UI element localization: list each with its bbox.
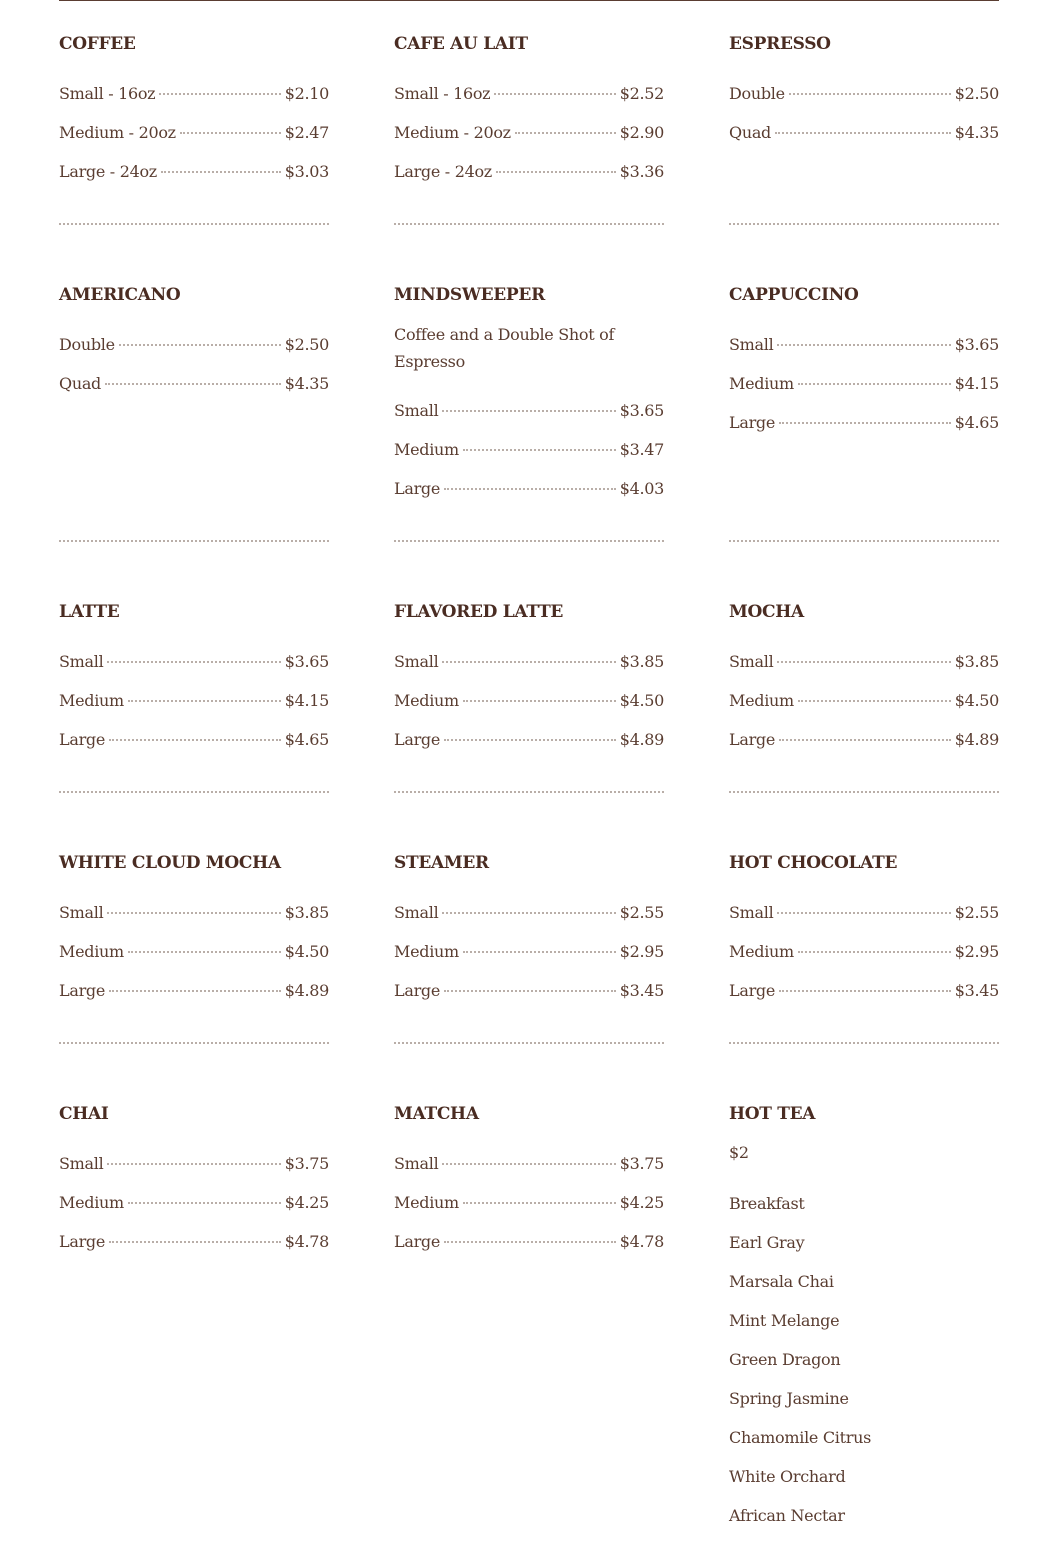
item-price: $3.85: [619, 652, 664, 671]
item-label: Large: [729, 413, 776, 432]
section-divider: [394, 1042, 664, 1044]
item-price: $4.65: [954, 413, 999, 432]
item-price: $3.65: [954, 335, 999, 354]
tea-item: White Orchard: [729, 1467, 846, 1486]
item-label: Small: [394, 401, 439, 420]
menu-item: [729, 691, 999, 715]
menu-item: [394, 1193, 664, 1217]
dot-leader: [159, 93, 280, 95]
item-label: Large: [59, 730, 106, 749]
menu-item: [394, 981, 664, 1005]
item-price: $2.95: [619, 942, 664, 961]
item-label: Medium: [394, 440, 459, 459]
menu-item: [729, 981, 999, 1005]
dot-leader: [107, 1163, 280, 1165]
item-price: $2.10: [284, 84, 329, 103]
section-divider: [729, 1042, 999, 1044]
dot-leader: [496, 171, 616, 173]
tea-item: Spring Jasmine: [729, 1389, 849, 1408]
menu-item: [59, 942, 329, 966]
dot-leader: [128, 951, 281, 953]
section-title: ESPRESSO: [729, 34, 831, 54]
menu-item: [394, 123, 664, 147]
dot-leader: [779, 422, 951, 424]
dot-leader: [777, 912, 950, 914]
section-divider: [59, 791, 329, 793]
dot-leader: [779, 739, 951, 741]
item-label: Small: [729, 335, 774, 354]
item-price: $3.45: [954, 981, 999, 1000]
menu-item: [394, 942, 664, 966]
tea-price: $2: [729, 1143, 749, 1162]
menu-item: [59, 691, 329, 715]
tea-item: Chamomile Citrus: [729, 1428, 872, 1447]
dot-leader: [463, 1202, 616, 1204]
dot-leader: [798, 951, 951, 953]
item-label: Small - 16oz: [394, 84, 491, 103]
menu-item: [394, 440, 664, 464]
tea-item: Mint Melange: [729, 1311, 840, 1330]
item-label: Medium: [59, 1193, 124, 1212]
dot-leader: [180, 132, 281, 134]
item-label: Large: [59, 1232, 106, 1251]
item-price: $2.52: [619, 84, 664, 103]
item-label: Small: [394, 652, 439, 671]
menu-item: [59, 374, 329, 398]
menu-item: [394, 1232, 664, 1256]
tea-item: Earl Gray: [729, 1233, 805, 1252]
item-label: Large: [394, 730, 441, 749]
top-rule: [59, 0, 999, 1]
dot-leader: [109, 990, 281, 992]
menu-item: [59, 162, 329, 186]
dot-leader: [109, 1241, 281, 1243]
item-price: $4.89: [619, 730, 664, 749]
item-label: Medium: [59, 691, 124, 710]
dot-leader: [463, 700, 616, 702]
item-price: $2.47: [284, 123, 329, 142]
menu-item: [394, 903, 664, 927]
item-label: Quad: [59, 374, 102, 393]
item-label: Quad: [729, 123, 772, 142]
menu-item: [59, 1154, 329, 1178]
item-price: $2.55: [619, 903, 664, 922]
section-title: LATTE: [59, 602, 120, 622]
dot-leader: [128, 700, 281, 702]
menu-item: [394, 691, 664, 715]
item-label: Double: [729, 84, 785, 103]
section-divider: [729, 540, 999, 542]
menu-item: [59, 730, 329, 754]
item-price: $3.03: [284, 162, 329, 181]
item-price: $2.95: [954, 942, 999, 961]
menu-item: [729, 335, 999, 359]
item-label: Large: [394, 1232, 441, 1251]
dot-leader: [444, 1241, 616, 1243]
item-label: Medium: [59, 942, 124, 961]
item-label: Medium - 20oz: [59, 123, 176, 142]
section-title: HOT TEA: [729, 1104, 816, 1124]
item-label: Small: [394, 903, 439, 922]
dot-leader: [777, 661, 950, 663]
item-label: Large: [394, 479, 441, 498]
item-price: $4.15: [284, 691, 329, 710]
menu-item: [729, 942, 999, 966]
item-label: Medium: [394, 1193, 459, 1212]
item-price: $4.25: [284, 1193, 329, 1212]
item-label: Large: [729, 981, 776, 1000]
item-label: Large: [59, 981, 106, 1000]
dot-leader: [128, 1202, 281, 1204]
item-label: Medium: [729, 691, 794, 710]
menu-item: [394, 84, 664, 108]
dot-leader: [779, 990, 951, 992]
item-price: $4.50: [954, 691, 999, 710]
item-price: $4.89: [954, 730, 999, 749]
dot-leader: [442, 410, 615, 412]
menu-item: [394, 162, 664, 186]
section-title: MINDSWEEPER: [394, 285, 545, 305]
menu-item: [59, 652, 329, 676]
item-price: $2.55: [954, 903, 999, 922]
dot-leader: [442, 912, 615, 914]
item-label: Medium: [729, 942, 794, 961]
item-price: $3.65: [284, 652, 329, 671]
menu-item: [394, 401, 664, 425]
item-price: $2.90: [619, 123, 664, 142]
item-label: Large - 24oz: [394, 162, 492, 181]
section-divider: [729, 791, 999, 793]
section-title: FLAVORED LATTE: [394, 602, 564, 622]
item-price: $4.35: [284, 374, 329, 393]
item-price: $4.78: [284, 1232, 329, 1251]
dot-leader: [798, 383, 951, 385]
tea-item: Green Dragon: [729, 1350, 841, 1369]
item-price: $4.03: [619, 479, 664, 498]
item-price: $2.50: [284, 335, 329, 354]
item-label: Small: [729, 903, 774, 922]
section-title: HOT CHOCOLATE: [729, 853, 898, 873]
item-price: $4.35: [954, 123, 999, 142]
item-label: Small: [59, 652, 104, 671]
dot-leader: [798, 700, 951, 702]
item-label: Medium: [729, 374, 794, 393]
item-price: $3.75: [619, 1154, 664, 1173]
item-price: $4.89: [284, 981, 329, 1000]
section-title: CHAI: [59, 1104, 109, 1124]
menu-item: [59, 1193, 329, 1217]
section-divider: [394, 223, 664, 225]
item-price: $2.50: [954, 84, 999, 103]
section-divider: [394, 791, 664, 793]
dot-leader: [161, 171, 281, 173]
menu-item: [59, 903, 329, 927]
dot-leader: [109, 739, 281, 741]
item-price: $3.85: [954, 652, 999, 671]
item-label: Medium: [394, 942, 459, 961]
item-price: $4.25: [619, 1193, 664, 1212]
dot-leader: [444, 488, 616, 490]
item-label: Small: [59, 903, 104, 922]
dot-leader: [789, 93, 951, 95]
item-price: $3.36: [619, 162, 664, 181]
dot-leader: [107, 912, 280, 914]
menu-item: [59, 84, 329, 108]
item-price: $3.65: [619, 401, 664, 420]
menu-item: [59, 123, 329, 147]
menu-item: [729, 84, 999, 108]
item-price: $3.45: [619, 981, 664, 1000]
section-divider: [59, 223, 329, 225]
dot-leader: [442, 661, 615, 663]
item-label: Small: [394, 1154, 439, 1173]
item-label: Large - 24oz: [59, 162, 157, 181]
item-label: Medium - 20oz: [394, 123, 511, 142]
item-price: $3.85: [284, 903, 329, 922]
dot-leader: [444, 739, 616, 741]
menu-item: [729, 413, 999, 437]
item-price: $4.50: [619, 691, 664, 710]
item-price: $4.78: [619, 1232, 664, 1251]
section-divider: [394, 540, 664, 542]
menu-item: [394, 652, 664, 676]
tea-item: Marsala Chai: [729, 1272, 834, 1291]
section-divider: [729, 223, 999, 225]
dot-leader: [494, 93, 615, 95]
item-description: Coffee and a Double Shot of Espresso: [394, 325, 615, 371]
item-price: $4.15: [954, 374, 999, 393]
menu-item: [59, 981, 329, 1005]
menu-item: [394, 479, 664, 503]
menu-item: [729, 374, 999, 398]
section-title: AMERICANO: [59, 285, 181, 305]
dot-leader: [107, 661, 280, 663]
item-label: Large: [394, 981, 441, 1000]
dot-leader: [444, 990, 616, 992]
item-label: Small: [729, 652, 774, 671]
item-label: Large: [729, 730, 776, 749]
dot-leader: [105, 383, 281, 385]
menu-item: [729, 123, 999, 147]
menu-item: [59, 1232, 329, 1256]
item-price: $4.50: [284, 942, 329, 961]
dot-leader: [515, 132, 616, 134]
dot-leader: [775, 132, 951, 134]
section-divider: [59, 1042, 329, 1044]
section-title: MOCHA: [729, 602, 804, 622]
section-title: CAPPUCCINO: [729, 285, 859, 305]
menu-item: [729, 730, 999, 754]
item-label: Medium: [394, 691, 459, 710]
item-label: Double: [59, 335, 115, 354]
tea-item: African Nectar: [729, 1506, 845, 1525]
menu-item: [394, 1154, 664, 1178]
section-title: MATCHA: [394, 1104, 479, 1124]
section-title: WHITE CLOUD MOCHA: [59, 853, 281, 873]
section-divider: [59, 540, 329, 542]
menu-item: [59, 335, 329, 359]
dot-leader: [777, 344, 950, 346]
section-title: COFFEE: [59, 34, 136, 54]
dot-leader: [463, 449, 616, 451]
dot-leader: [463, 951, 616, 953]
menu-item: [729, 652, 999, 676]
tea-item: Breakfast: [729, 1194, 805, 1213]
item-label: Small: [59, 1154, 104, 1173]
menu-item: [729, 903, 999, 927]
item-price: $3.75: [284, 1154, 329, 1173]
dot-leader: [119, 344, 281, 346]
item-label: Small - 16oz: [59, 84, 156, 103]
section-title: CAFE AU LAIT: [394, 34, 528, 54]
dot-leader: [442, 1163, 615, 1165]
section-title: STEAMER: [394, 853, 489, 873]
menu-item: [394, 730, 664, 754]
item-price: $3.47: [619, 440, 664, 459]
item-price: $4.65: [284, 730, 329, 749]
